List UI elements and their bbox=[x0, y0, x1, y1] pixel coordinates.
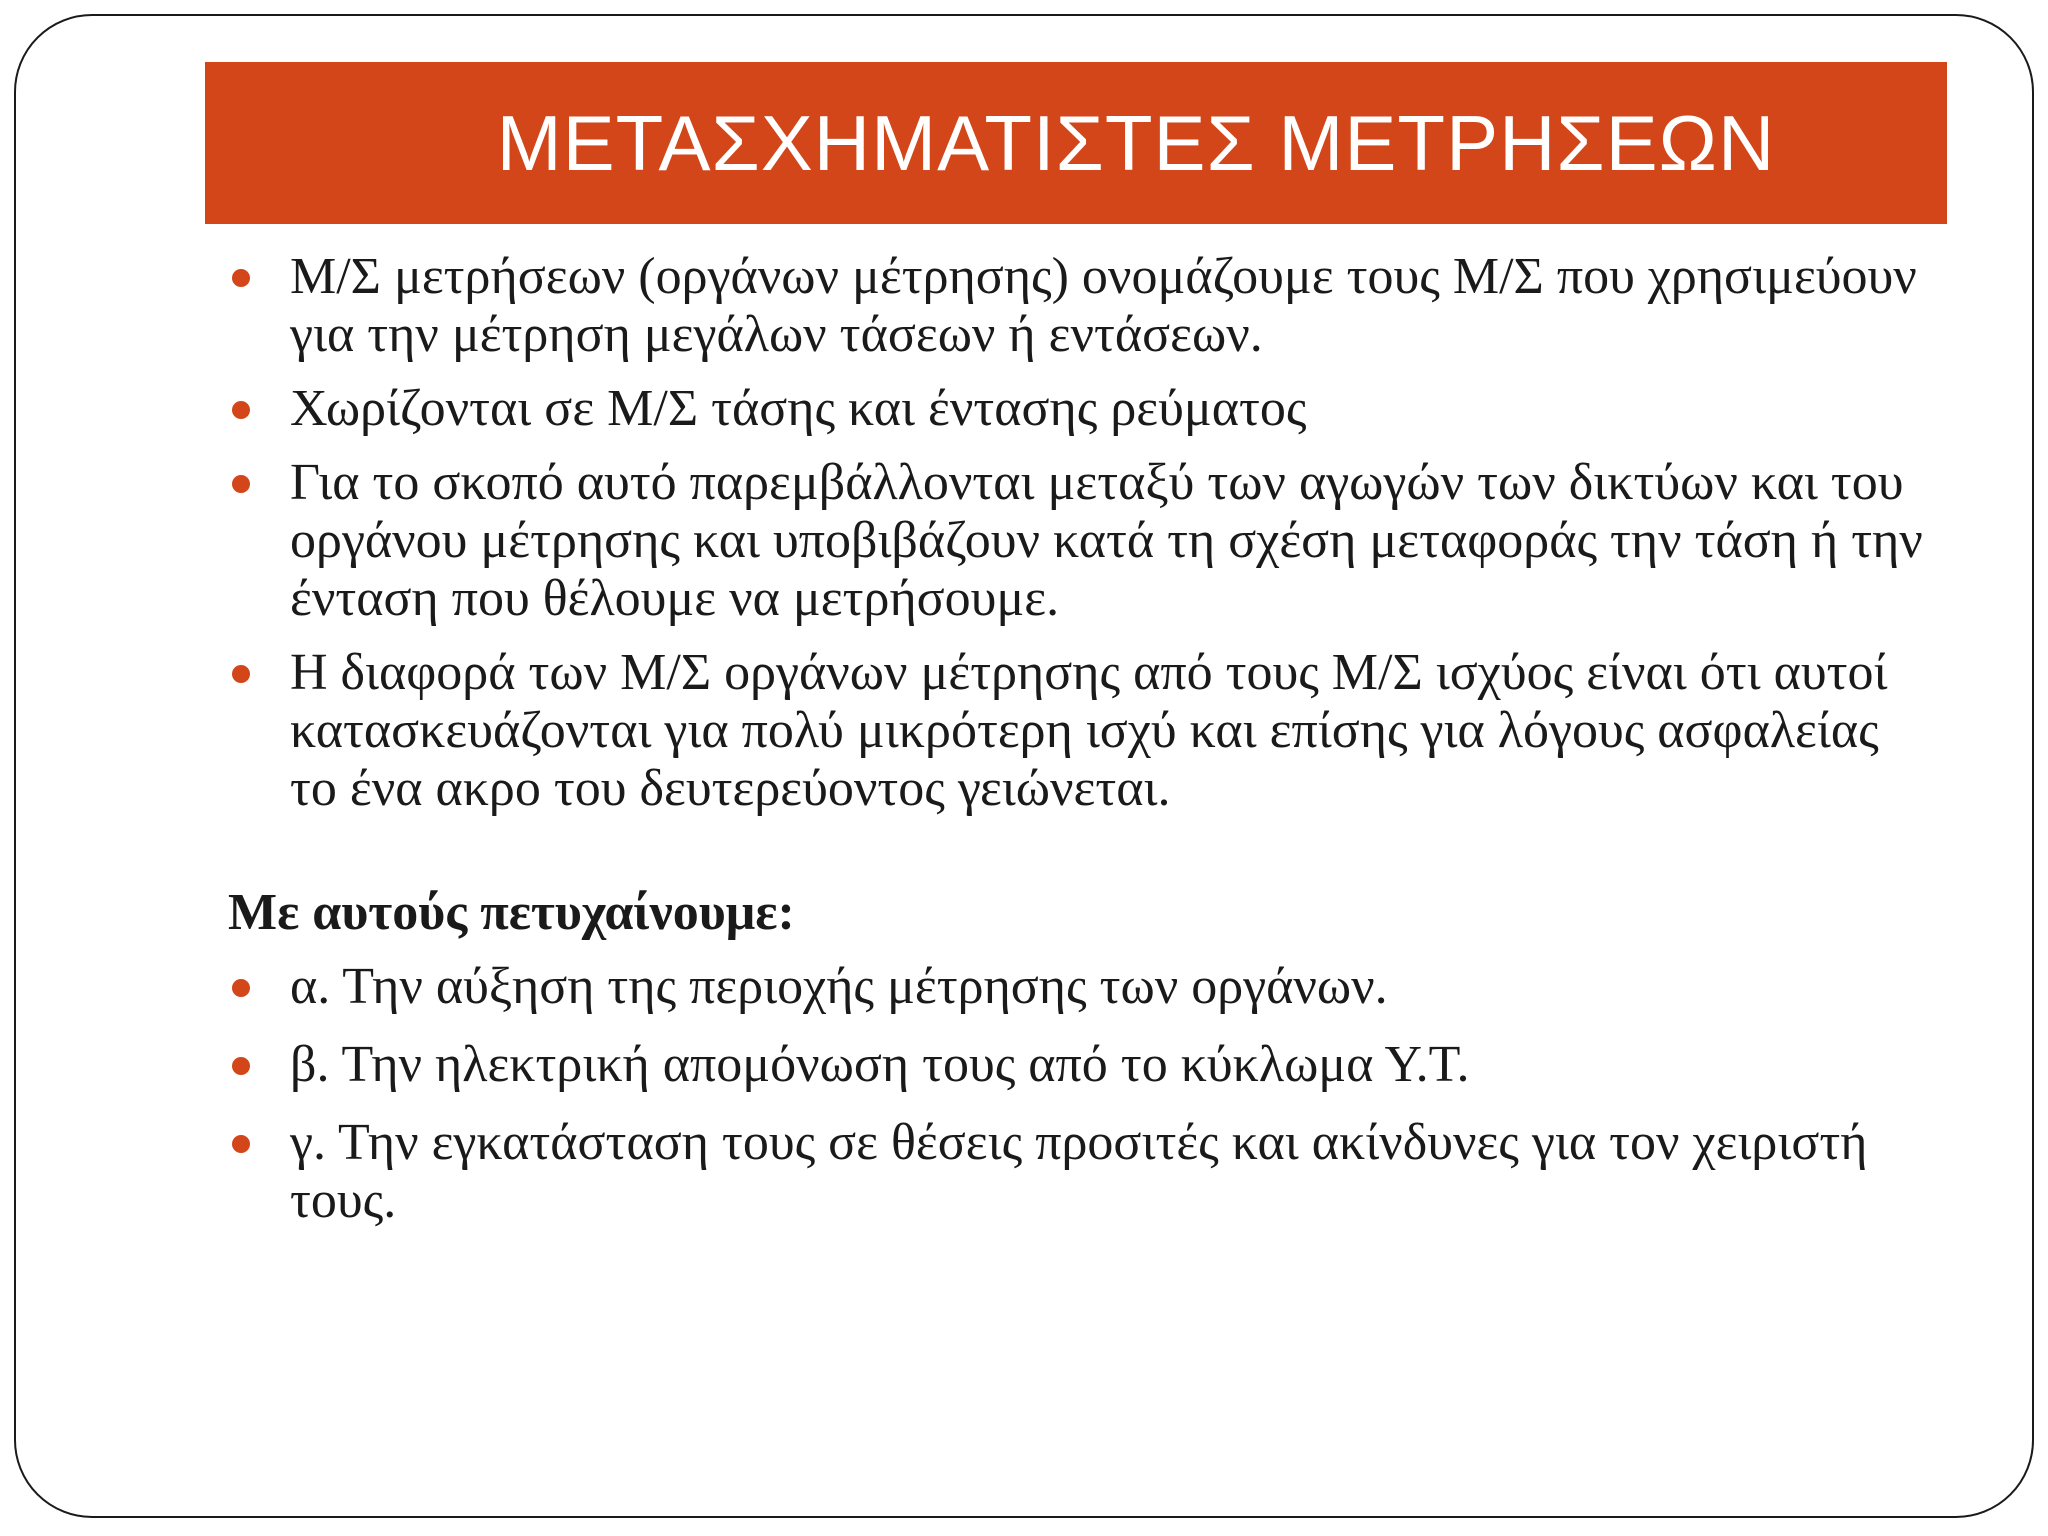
benefit-text: γ. Την εγκατάσταση τους σε θέσεις προσιτές και ακίνδυνες για τον χειριστή τους. bbox=[290, 1114, 1868, 1229]
bullet-item bbox=[228, 380, 1928, 438]
bullet-dot-icon bbox=[232, 1057, 250, 1075]
bullet-dot-icon bbox=[232, 401, 250, 419]
bullet-item bbox=[228, 248, 1928, 364]
bullet-dot-icon bbox=[232, 665, 250, 683]
bullet-text: Για το σκοπό αυτό παρεμβάλλονται μεταξύ των αγωγών των δικτύων και του οργάνου μέτρησης και υποβιβάζουν κατά τη σχέση μεταφοράς την τάση ή την ένταση που θέλουμε να μετρήσουμε. bbox=[290, 454, 1923, 627]
title-bar bbox=[205, 62, 1947, 224]
benefit-item bbox=[228, 1114, 1928, 1230]
benefit-item bbox=[228, 958, 1928, 1016]
bullet-text: Χωρίζονται σε Μ/Σ τάσης και έντασης ρεύματος bbox=[290, 380, 1307, 437]
subheading: Με αυτούς πετυχαίνουμε: bbox=[228, 884, 795, 941]
bullet-dot-icon bbox=[232, 1135, 250, 1153]
bullet-dot-icon bbox=[232, 475, 250, 493]
bullet-dot-icon bbox=[232, 979, 250, 997]
bullet-text: Η διαφορά των Μ/Σ οργάνων μέτρησης από τους Μ/Σ ισχύος είναι ότι αυτοί κατασκευάζονται για πολύ μικρότερη ισχύ και επίσης για λόγους ασφαλείας το ένα ακρο του δευτερεύοντος γειώνεται. bbox=[290, 644, 1888, 817]
slide-content bbox=[228, 248, 1928, 1250]
bullet-item bbox=[228, 454, 1928, 628]
bullet-list bbox=[228, 248, 1928, 818]
benefit-text: α. Την αύξηση της περιοχής μέτρησης των οργάνων. bbox=[290, 958, 1388, 1015]
bullet-text: Μ/Σ μετρήσεων (οργάνων μέτρησης) ονομάζουμε τους Μ/Σ που χρησιμεύουν για την μέτρηση μεγάλων τάσεων ή εντάσεων. bbox=[290, 248, 1917, 363]
benefit-text: β. Την ηλεκτρική απομόνωση τους από το κύκλωμα Υ.Τ. bbox=[290, 1036, 1470, 1093]
slide-title: ΜΕΤΑΣΧΗΜΑΤΙΣΤΕΣ ΜΕΤΡΗΣΕΩΝ bbox=[496, 98, 1776, 187]
benefit-item bbox=[228, 1036, 1928, 1094]
bullet-dot-icon bbox=[232, 269, 250, 287]
bullet-item bbox=[228, 644, 1928, 818]
benefits-list bbox=[228, 958, 1928, 1230]
